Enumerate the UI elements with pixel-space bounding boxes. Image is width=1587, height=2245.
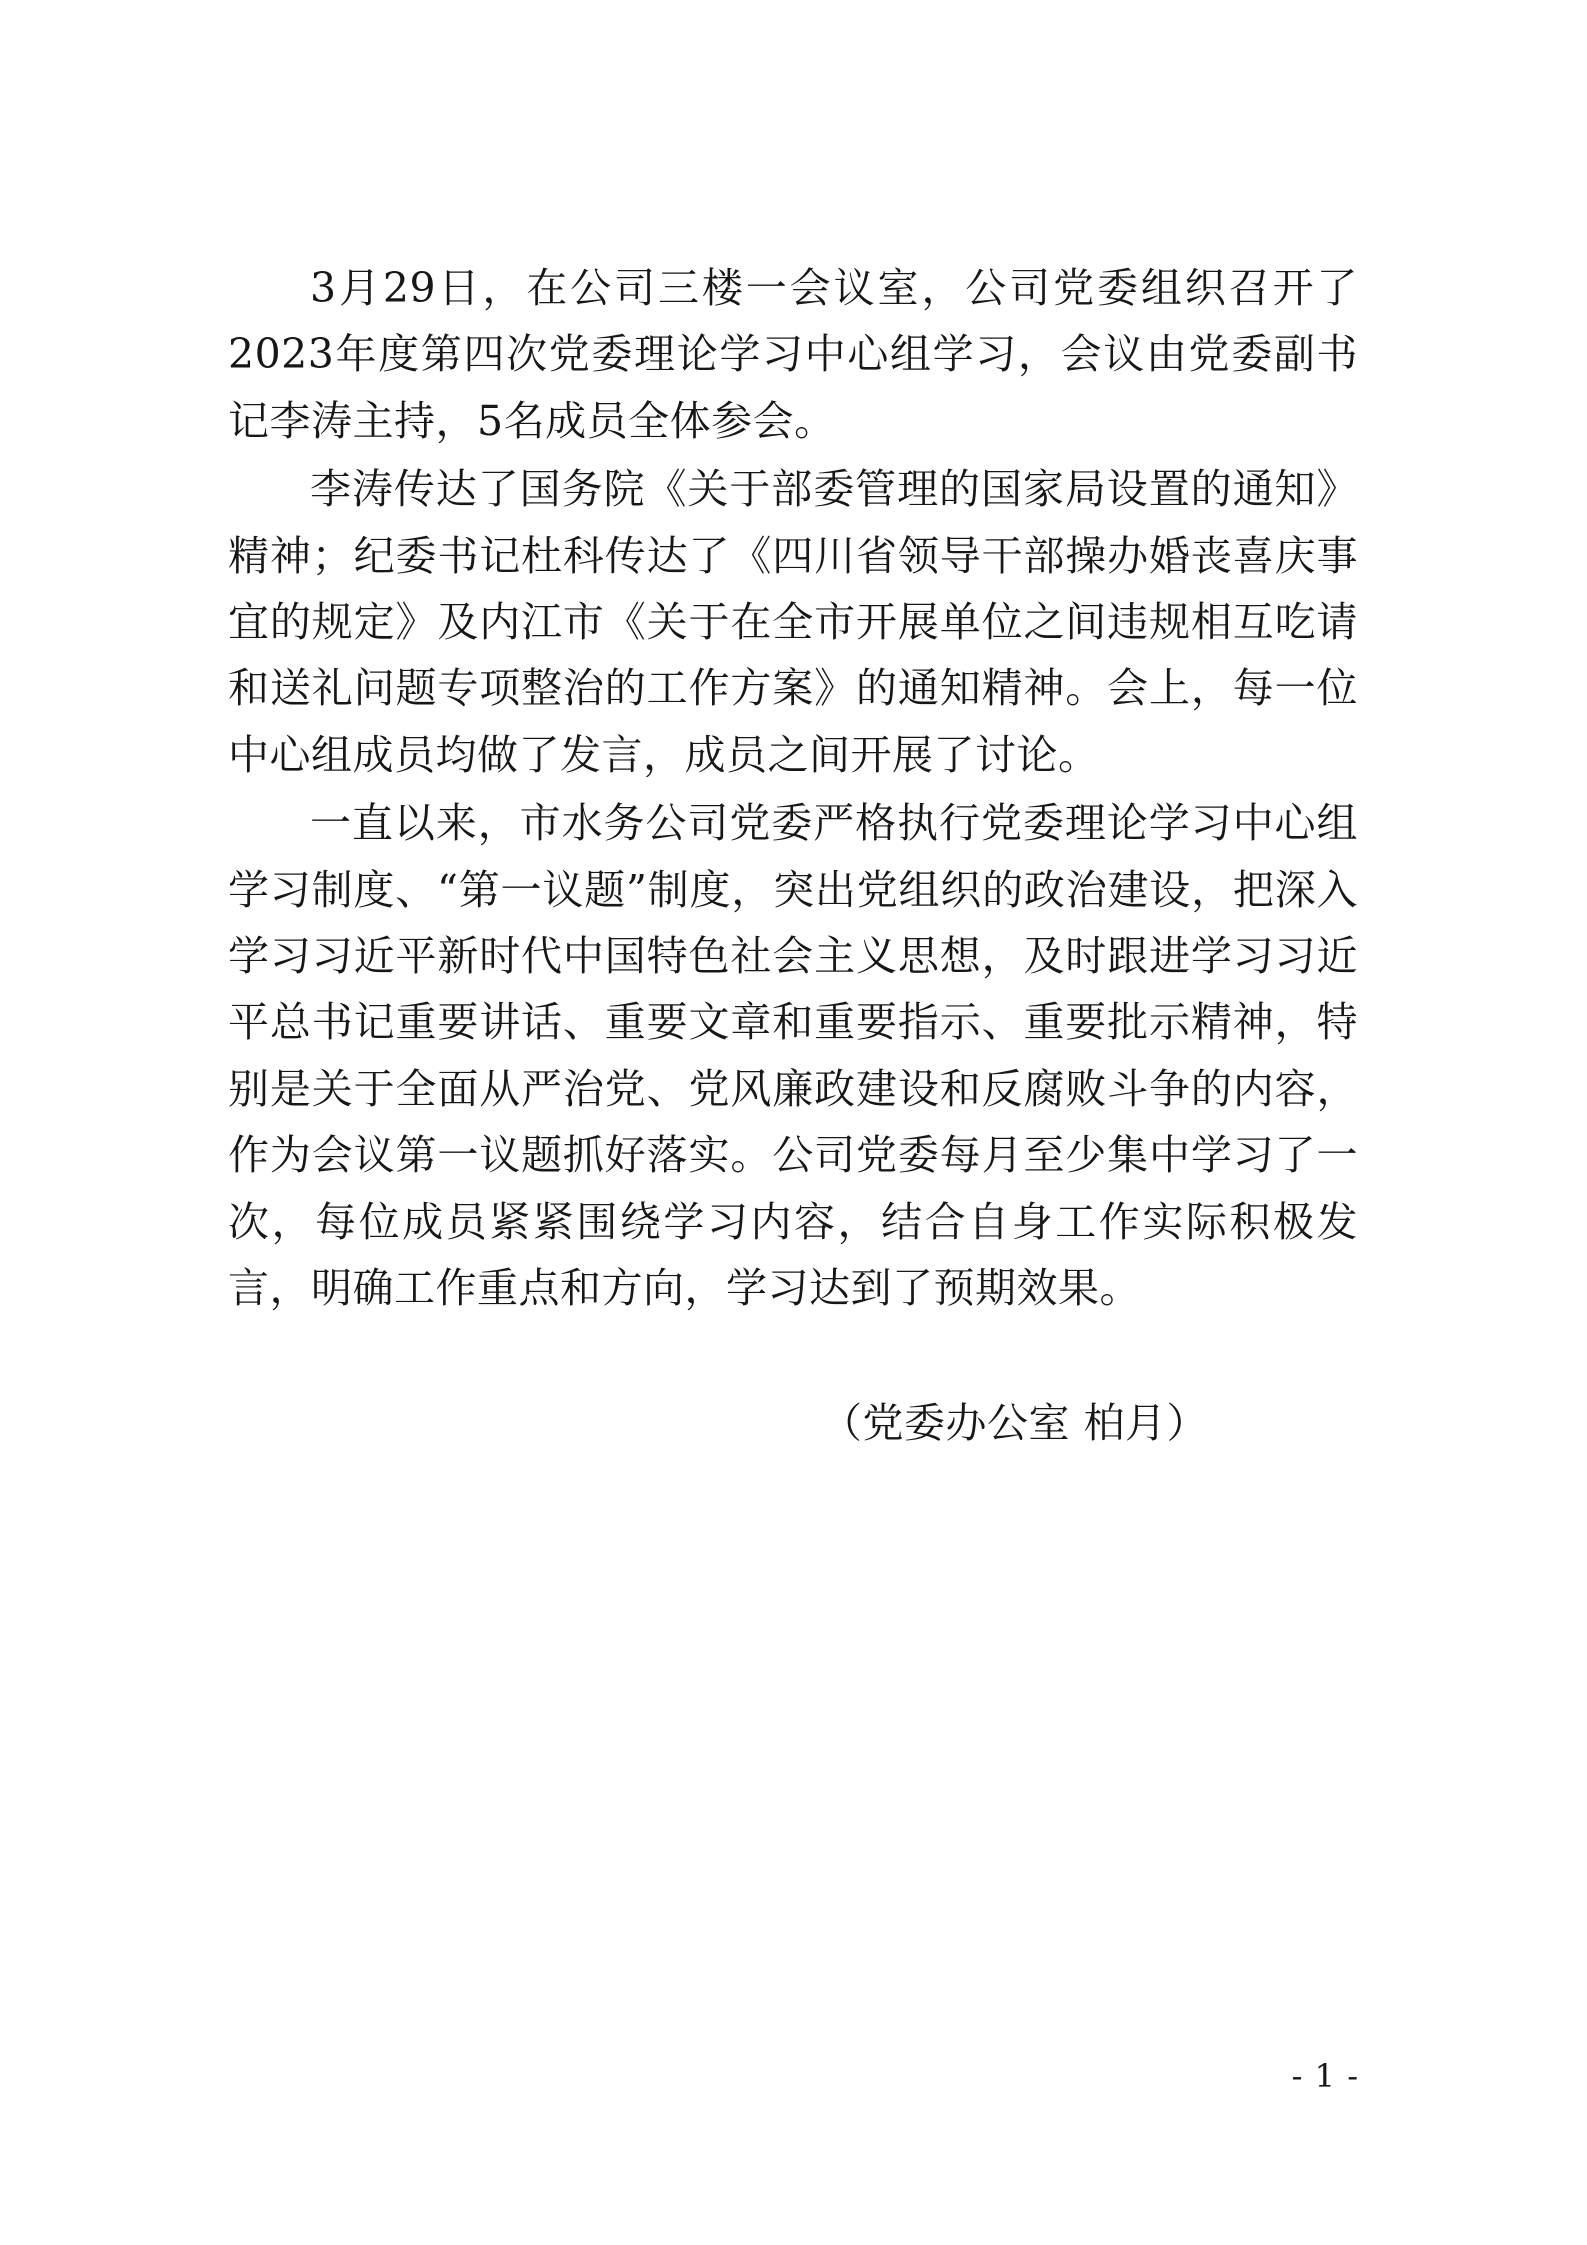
document-body [228, 255, 1358, 1456]
signature-line: （党委办公室 柏月） [820, 1398, 1208, 1447]
paragraph-3: 一直以来，市水务公司党委严格执行党委理论学习中心组学习制度、“第一议题”制度，突出党组织的政治建设，把深入学习习近平新时代中国特色社会主义思想，及时跟进学习习近平总书记重要讲话、重要文章和重要指示、重要批示精神，特别是关于全面从严治党、党风廉政建设和反腐败斗争的内容，作为会议第一议题抓好落实。公司党委每月至少集中学习了一次，每位成员紧紧围绕学习内容，结合自身工作实际积极发言，明确工作重点和方向，学习达到了预期效果。 [228, 799, 1358, 1313]
page-number: - 1 - [1291, 2057, 1359, 2095]
signature-block [228, 1390, 1358, 1456]
paragraph-2: 李涛传达了国务院《关于部委管理的国家局设置的通知》精神；纪委书记杜科传达了《四川省领导干部操办婚丧喜庆事宜的规定》及内江市《关于在全市开展单位之间违规相互吃请和送礼问题专项整治的工作方案》的通知精神。会上，每一位中心组成员均做了发言，成员之间开展了讨论。 [228, 465, 1358, 779]
paragraph-1: 3月29日，在公司三楼一会议室，公司党委组织召开了2023年度第四次党委理论学习中心组学习，会议由党委副书记李涛主持，5名成员全体参会。 [228, 264, 1358, 445]
